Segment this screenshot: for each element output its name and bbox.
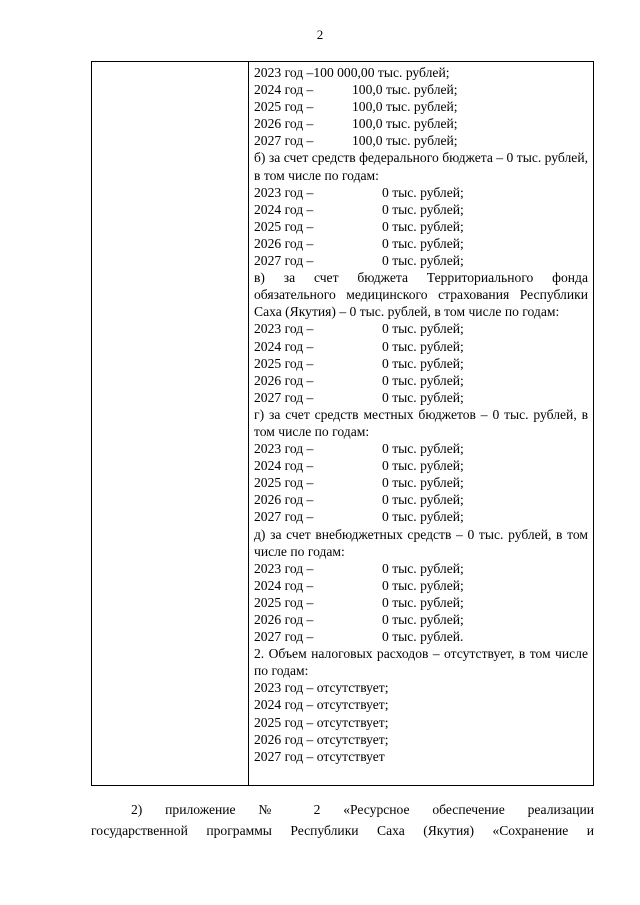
- federal-row-2027: 2027 год – 0 тыс. рублей;: [254, 253, 464, 269]
- local-row-2024: 2024 год – 0 тыс. рублей;: [254, 458, 464, 474]
- tfoms-row-2024: 2024 год – 0 тыс. рублей;: [254, 338, 464, 354]
- body-line-1: 2) приложение № 2 «Ресурсное обеспечение реализации: [131, 802, 594, 817]
- body-line-2: государственной программы Республики Саха (Якутия) «Сохранение и: [91, 823, 594, 838]
- federal-row-2023: 2023 год – 0 тыс. рублей;: [254, 184, 464, 200]
- tax-row-2027: 2027 год – отсутствует: [254, 748, 385, 764]
- tfoms-row-2025: 2025 год – 0 тыс. рублей;: [254, 355, 464, 371]
- funding-table: [91, 61, 594, 786]
- tax-heading: 2. Объем налоговых расходов – отсутствует, в том числе по годам:: [254, 646, 588, 679]
- extrabudget-row-2027: 2027 год – 0 тыс. рублей.: [254, 629, 464, 645]
- federal-row-2025: 2025 год – 0 тыс. рублей;: [254, 218, 464, 234]
- regional-row-2024: 2024 год – 100,0 тыс. рублей;: [254, 82, 458, 98]
- extrabudget-row-2024: 2024 год – 0 тыс. рублей;: [254, 577, 464, 593]
- tax-row-2026: 2026 год – отсутствует;: [254, 731, 389, 747]
- regional-row-2027: 2027 год – 100,0 тыс. рублей;: [254, 133, 458, 149]
- local-heading: г) за счет средств местных бюджетов – 0 тыс. рублей, в том числе по годам:: [254, 406, 588, 439]
- tax-row-2024: 2024 год – отсутствует;: [254, 697, 389, 713]
- body-paragraph: [91, 799, 594, 841]
- local-row-2026: 2026 год – 0 тыс. рублей;: [254, 492, 464, 508]
- tfoms-row-2023: 2023 год – 0 тыс. рублей;: [254, 321, 464, 337]
- federal-row-2024: 2024 год – 0 тыс. рублей;: [254, 201, 464, 217]
- extrabudget-row-2023: 2023 год – 0 тыс. рублей;: [254, 560, 464, 576]
- local-row-2027: 2027 год – 0 тыс. рублей;: [254, 509, 464, 525]
- federal-row-2026: 2026 год – 0 тыс. рублей;: [254, 235, 464, 251]
- extrabudget-row-2025: 2025 год – 0 тыс. рублей;: [254, 594, 464, 610]
- regional-row-2023: 2023 год –100 000,00 тыс. рублей;: [254, 65, 450, 80]
- tax-row-2025: 2025 год – отсутствует;: [254, 714, 389, 730]
- page-number: 2: [316, 27, 324, 42]
- regional-row-2025: 2025 год – 100,0 тыс. рублей;: [254, 99, 458, 115]
- tax-row-2023: 2023 год – отсутствует;: [254, 680, 389, 696]
- table-cell-funding-details: [254, 64, 588, 765]
- table-column-divider: [248, 62, 249, 785]
- regional-row-2026: 2026 год – 100,0 тыс. рублей;: [254, 116, 458, 132]
- tfoms-row-2027: 2027 год – 0 тыс. рублей;: [254, 389, 464, 405]
- tfoms-heading: в) за счет бюджета Территориального фонда обязательного медицинского страхования Республики Саха (Якутия) – 0 тыс. рублей, в том числе по годам:: [254, 270, 588, 320]
- tfoms-row-2026: 2026 год – 0 тыс. рублей;: [254, 372, 464, 388]
- local-row-2023: 2023 год – 0 тыс. рублей;: [254, 441, 464, 457]
- local-row-2025: 2025 год – 0 тыс. рублей;: [254, 475, 464, 491]
- extrabudget-heading: д) за счет внебюджетных средств – 0 тыс. рублей, в том числе по годам:: [254, 526, 588, 559]
- federal-heading: б) за счет средств федерального бюджета – 0 тыс. рублей, в том числе по годам:: [254, 150, 588, 183]
- extrabudget-row-2026: 2026 год – 0 тыс. рублей;: [254, 612, 464, 627]
